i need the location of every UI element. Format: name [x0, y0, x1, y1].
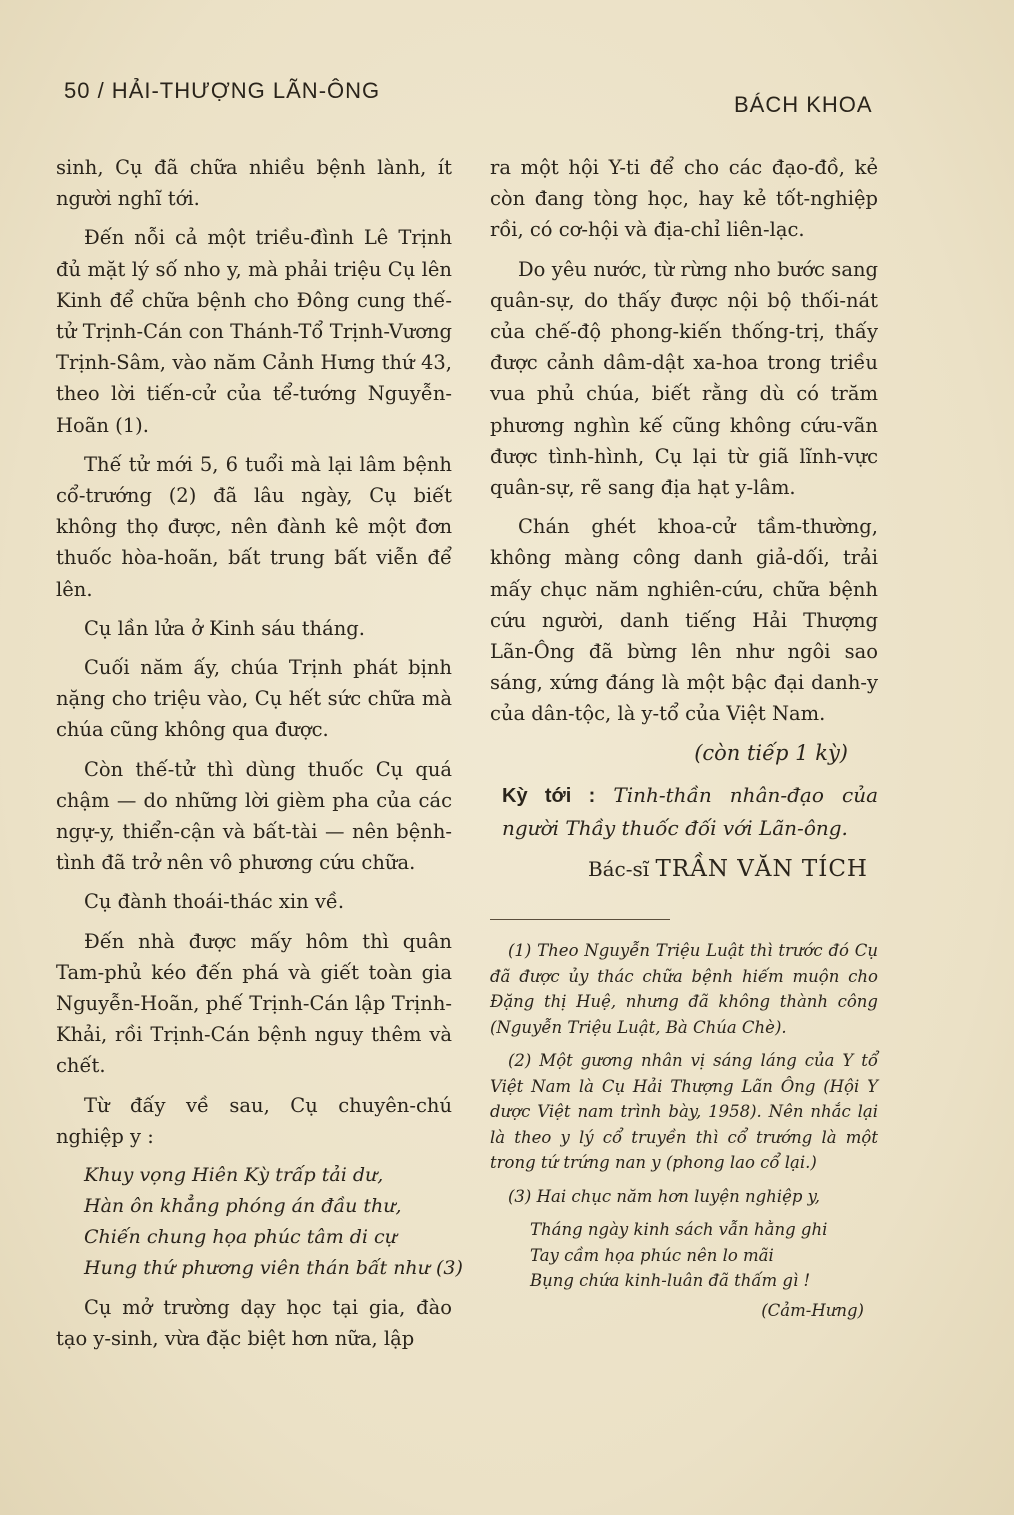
next-issue-note [502, 779, 878, 844]
poem-signature: (Cảm-Hưng) [761, 1300, 864, 1320]
footnote-poem [530, 1217, 878, 1294]
right-column [490, 152, 878, 1323]
paragraph: Cụ đành thoái-thác xin về. [84, 890, 345, 914]
footnote: (2) Một gương nhân vị sáng láng của Y tổ Việt Nam là Cụ Hải Thượng Lãn Ông (Hội Y dược Việt nam trình bày, 1958). Nên nhắc lại là theo y lý cổ truyền thì cổ trướng là một trong tứ trứng nan y (phong lao cổ lại.) [490, 1051, 878, 1173]
author-name: TRẦN VĂN TÍCH [655, 855, 868, 882]
footnote: (3) Hai chục năm hơn luyện nghiệp y, [508, 1186, 821, 1206]
footnote: (1) Theo Nguyễn Triệu Luật thì trước đó Cụ đã được ủy thác chữa bệnh hiếm muộn cho Đặng thị Huệ, nhưng đã không thành công (Nguyễn Triệu Luật, Bà Chúa Chè). [490, 941, 878, 1037]
footnote-divider [490, 919, 670, 920]
poem-line: Khuy vọng Hiên Kỳ trấp tải dư, [84, 1164, 384, 1187]
next-issue-label: Kỳ tới : [502, 784, 596, 807]
poem-line: Hung thứ phương viên thán bất như (3) [84, 1257, 463, 1280]
next-issue-title: Tinh-thần nhân-đạo của người Thầy thuốc đối với Lãn-ông. [502, 782, 879, 840]
paragraph: Chán ghét khoa-cử tầm-thường, không màng công danh giả-dối, trải mấy chục năm nghiên-cứu, chữa bệnh cứu người, danh tiếng Hải Thượng Lãn-Ông đã bừng lên như ngôi sao sáng, xứng đáng là một bậc đại danh-y của dân-tộc, là y-tổ của Việt Nam. [490, 515, 878, 726]
paragraph: Cụ lần lửa ở Kinh sáu tháng. [84, 616, 365, 640]
running-header-title: 50 / HẢI-THƯỢNG LÃN-ÔNG [64, 78, 381, 103]
poem-line: Bụng chứa kinh-luân đã thấm gì ! [530, 1271, 811, 1291]
paragraph: Cuối năm ấy, chúa Trịnh phát bịnh nặng cho triệu vào, Cụ hết sức chữa mà chúa cũng không qua được. [56, 656, 452, 742]
poem-line: Tay cầm họa phúc nên lo mãi [530, 1245, 774, 1265]
classical-poem [84, 1160, 463, 1284]
footnotes [490, 938, 878, 1323]
magazine-name: BÁCH KHOA [734, 92, 873, 117]
poem-line: Tháng ngày kinh sách vẫn hằng ghi [530, 1220, 828, 1240]
continued-note: (còn tiếp 1 kỳ) [694, 740, 848, 765]
paragraph: Cụ mở trường dạy học tại gia, đào tạo y-sinh, vừa đặc biệt hơn nữa, lập [56, 1296, 452, 1351]
poem-line: Chiến chung họa phúc tâm di cự [84, 1226, 397, 1249]
paragraph: Từ đấy về sau, Cụ chuyên-chú nghiệp y : [56, 1093, 452, 1148]
author-byline [490, 854, 868, 885]
paragraph: Còn thế-tử thì dùng thuốc Cụ quá chậm — do những lời gièm pha của các ngự-y, thiển-cận và bất-tài — nên bệnh-tình đã trở nên vô phương cứu chữa. [56, 757, 452, 875]
paragraph: Đến nỗi cả một triều-đình Lê Trịnh đủ mặt lý số nho y, mà phải triệu Cụ lên Kinh để chữa bệnh cho Đông cung thế-tử Trịnh-Cán con Thánh-Tổ Trịnh-Vương Trịnh-Sâm, vào năm Cảnh Hưng thứ 43, theo lời tiến-cử của tể-tướng Nguyễn-Hoãn (1). [56, 226, 452, 437]
author-title: Bác-sĩ [587, 856, 650, 881]
paragraph: Đến nhà được mấy hôm thì quân Tam-phủ kéo đến phá và giết toàn gia Nguyễn-Hoãn, phế Trịnh-Cán lập Trịnh-Khải, rồi Trịnh-Cán bệnh nguy thêm và chết. [56, 929, 452, 1078]
poem-line: Hàn ôn khẳng phóng án đầu thư, [84, 1195, 402, 1218]
left-column [56, 152, 463, 1363]
paragraph: sinh, Cụ đã chữa nhiều bệnh lành, ít người nghĩ tới. [56, 156, 452, 211]
paragraph: Thế tử mới 5, 6 tuổi mà lại lâm bệnh cổ-trướng (2) đã lâu ngày, Cụ biết không thọ được, nên đành kê một đơn thuốc hòa-hoãn, bất trung bất viễn để lên. [56, 452, 452, 601]
paragraph: ra một hội Y-ti để cho các đạo-đồ, kẻ còn đang tòng học, hay kẻ tốt-nghiệp rồi, có cơ-hội và địa-chỉ liên-lạc. [490, 156, 878, 242]
paragraph: Do yêu nước, từ rừng nho bước sang quân-sự, do thấy được nội bộ thối-nát của chế-độ phong-kiến thống-trị, thấy được cảnh dâm-dật xa-hoa trong triều vua phủ chúa, biết rằng dù có trăm phương nghìn kế cũng không cứu-vãn được tình-hình, Cụ lại từ giã lĩnh-vực quân-sự, rẽ sang địa hạt y-lâm. [490, 257, 878, 500]
